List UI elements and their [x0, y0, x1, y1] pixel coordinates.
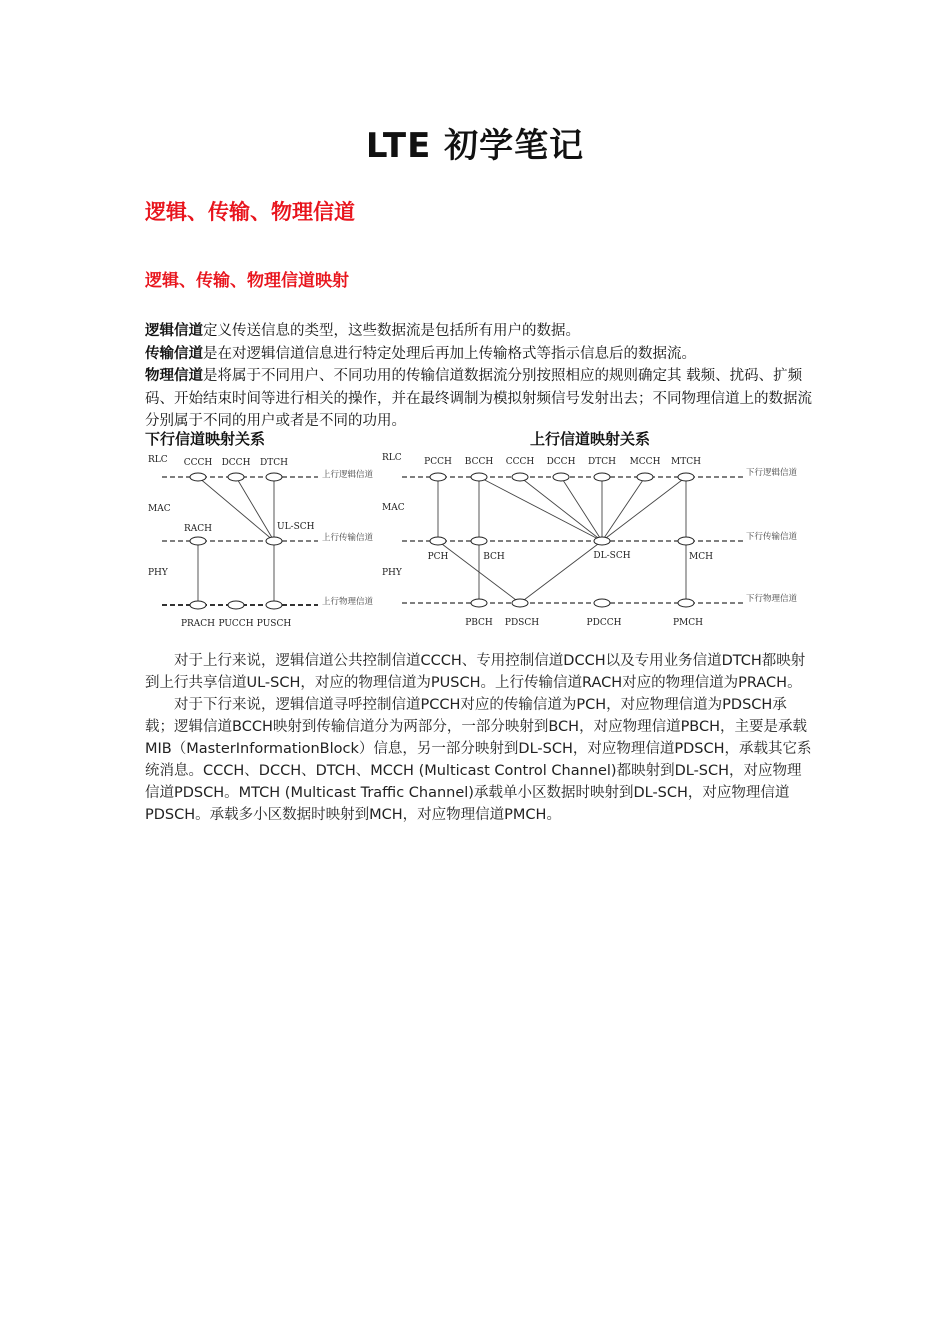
dl-transport-line-label: 下行传输信道	[746, 532, 798, 542]
dl-bcch-label: BCCH	[464, 457, 494, 467]
ul-pucch-label: PUCCH	[218, 619, 254, 629]
definition-transport	[145, 343, 815, 366]
definition-text: 定义传送信息的类型，这些数据流是包括所有用户的数据。	[203, 323, 580, 339]
ul-physical-line-label: 上行物理信道	[322, 597, 374, 607]
ul-rach-label: RACH	[183, 524, 213, 534]
dl-dlsch-label: DL-SCH	[593, 551, 631, 561]
section-heading: 逻辑、传输、物理信道	[145, 200, 355, 224]
ul-dcch-label: DCCH	[221, 458, 251, 468]
ul-ulsch-label: UL-SCH	[277, 522, 315, 532]
dl-physical-line-label: 下行物理信道	[746, 594, 798, 604]
body-text	[145, 650, 815, 826]
dl-ccch-label: CCCH	[505, 457, 535, 467]
ul-layer-rlc: RLC	[148, 455, 168, 465]
dl-dcch-label: DCCH	[546, 457, 576, 467]
dl-pcch-label: PCCH	[424, 457, 452, 467]
ul-layer-mac: MAC	[148, 504, 171, 514]
dl-layer-rlc: RLC	[382, 453, 402, 463]
dl-pdcch-label: PDCCH	[586, 618, 622, 628]
ul-transport-line-label: 上行传输信道	[322, 533, 374, 543]
ul-logical-line-label: 上行逻辑信道	[322, 470, 374, 480]
dl-layer-mac: MAC	[382, 503, 405, 513]
dl-pmch-label: PMCH	[672, 618, 704, 628]
definition-term: 物理信道	[145, 368, 203, 384]
ul-pusch-label: PUSCH	[256, 619, 292, 629]
definitions-block	[145, 320, 815, 433]
definition-physical	[145, 365, 815, 433]
page-title: LTE 初学笔记	[365, 126, 585, 166]
ul-ccch-label: CCCH	[183, 458, 213, 468]
dl-bch-label: BCH	[483, 552, 505, 562]
dl-pbch-label: PBCH	[465, 618, 493, 628]
dl-layer-phy: PHY	[382, 568, 402, 578]
ul-prach-label: PRACH	[180, 619, 216, 629]
dl-pdsch-label: PDSCH	[504, 618, 540, 628]
dl-mch-label: MCH	[689, 552, 713, 562]
dl-pch-label: PCH	[427, 552, 449, 562]
dl-mtch-label: MTCH	[671, 457, 701, 467]
definition-text: 是在对逻辑信道信息进行特定处理后再加上传输格式等指示信息后的数据流。	[203, 345, 696, 362]
definition-logical	[145, 320, 815, 343]
channel-mapping-diagram	[140, 445, 820, 637]
caption-left: 下行信道映射关系	[145, 430, 266, 448]
dl-logical-line-label: 下行逻辑信道	[746, 468, 798, 478]
ul-dtch-label: DTCH	[260, 458, 288, 468]
paragraph-uplink: 对于上行来说，逻辑信道公共控制信道CCCH、专用控制信道DCCH以及专用业务信道DTCH都映射到上行共享信道UL-SCH，对应的物理信道为PUSCH。上行传输信道RACH对应的物理信道为PRACH。	[145, 653, 806, 691]
ul-layer-phy: PHY	[148, 568, 168, 578]
dl-mcch-label: MCCH	[629, 457, 661, 467]
subsection-heading: 逻辑、传输、物理信道映射	[145, 271, 349, 291]
caption-right: 上行信道映射关系	[530, 430, 651, 448]
definition-text: 是将属于不同用户、不同功用的传输信道数据流分别按照相应的规则确定其 载频、扰码、扩频码、开始结束时间等进行相关的操作，并在最终调制为模拟射频信号发射出去；不同物理信道上的数据流分别属于不同的用户或者是不同的功用。	[145, 368, 812, 429]
layer-lines	[162, 477, 745, 605]
dl-dtch-label: DTCH	[588, 457, 616, 467]
paragraph-downlink: 对于下行来说，逻辑信道寻呼控制信道PCCH对应的传输信道为PCH，对应物理信道为PDSCH承载；逻辑信道BCCH映射到传输信道分为两部分，一部分映射到BCH，对应物理信道PBCH，主要是承载MIB（MasterInformationBlock）信息，另一部分映射到DL-SCH，对应物理信道PDSCH，承载其它系统消息。CCCH、DCCH、DTCH、MCCH (Multicast Control Channel)都映射到DL-SCH，对应物理信道PDSCH。MTCH (Multicast Traffic Channel)承载单小区数据时映射到DL-SCH，对应物理信道PDSCH。承载多小区数据时映射到MCH，对应物理信道PMCH。	[145, 697, 812, 823]
definition-term: 传输信道	[145, 345, 203, 362]
definition-term: 逻辑信道	[145, 323, 203, 339]
